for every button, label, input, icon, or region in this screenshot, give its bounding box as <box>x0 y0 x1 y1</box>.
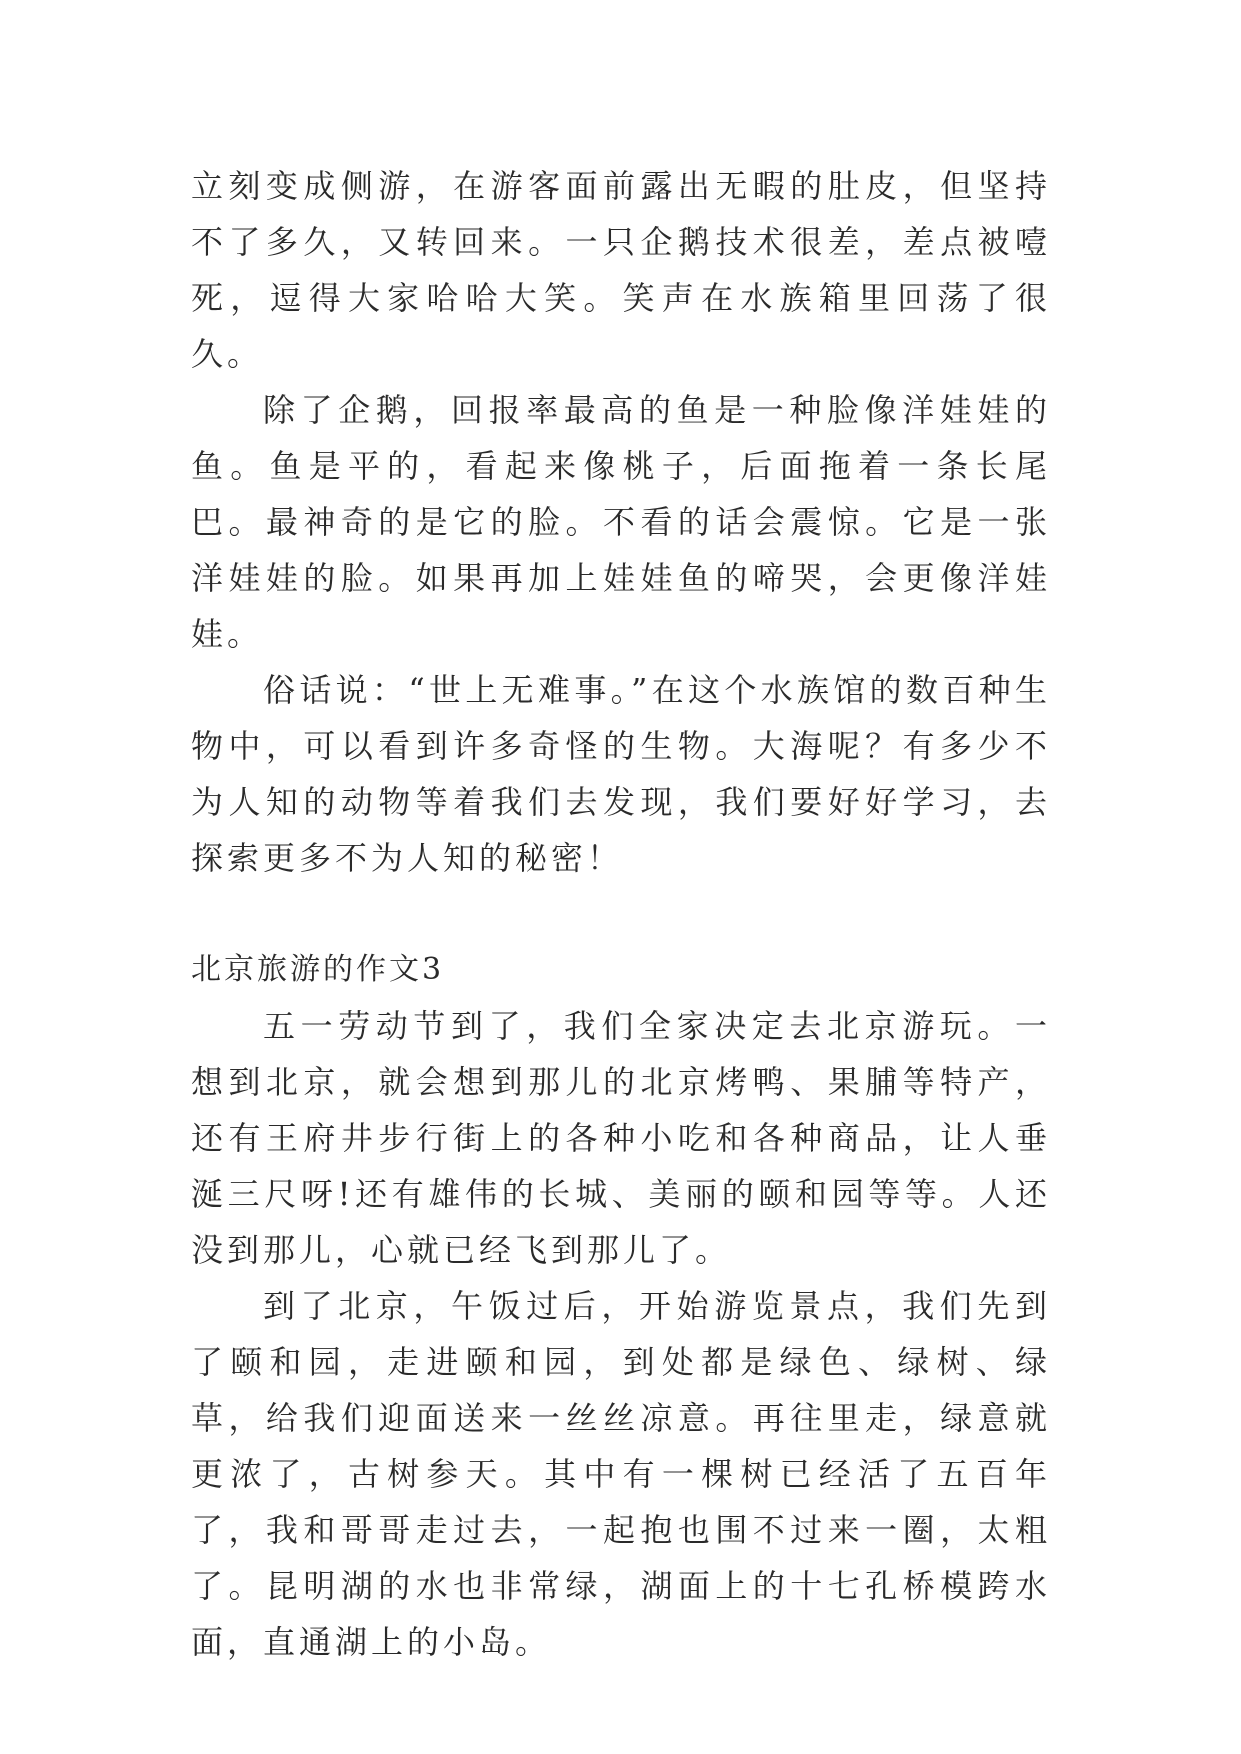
paragraph-may-day: 五一劳动节到了，我们全家决定去北京游玩。一想到北京，就会想到那儿的北京烤鸭、果脯等特产，还有王府井步行街上的各种小吃和各种商品，让人垂涎三尺呀!还有雄伟的长城、美丽的颐和园等等。人还没到那儿，心就已经飞到那儿了。 <box>191 1007 1051 1269</box>
document-body <box>191 158 1051 1670</box>
paragraph-penguin: 立刻变成侧游，在游客面前露出无暇的肚皮，但坚持不了多久，又转回来。一只企鹅技术很差，差点被噎死，逗得大家哈哈大笑。笑声在水族箱里回荡了很久。 <box>191 167 1051 373</box>
paragraph-summer-palace: 到了北京，午饭过后，开始游览景点，我们先到了颐和园，走进颐和园，到处都是绿色、绿树、绿草，给我们迎面送来一丝丝凉意。再往里走，绿意就更浓了，古树参天。其中有一棵树已经活了五百年了，我和哥哥走过去，一起抱也围不过来一圈，太粗了。昆明湖的水也非常绿，湖面上的十七孔桥模跨水面，直通湖上的小岛。 <box>191 1287 1051 1661</box>
paragraph-doll-fish: 除了企鹅，回报率最高的鱼是一种脸像洋娃娃的鱼。鱼是平的，看起来像桃子，后面拖着一条长尾巴。最神奇的是它的脸。不看的话会震惊。它是一张洋娃娃的脸。如果再加上娃娃鱼的啼哭，会更像洋娃娃。 <box>191 391 1051 653</box>
section-spacer <box>191 886 1051 942</box>
essay-title: 北京旅游的作文3 <box>191 952 445 987</box>
paragraph-conclusion: 俗话说：“世上无难事。”在这个水族馆的数百种生物中，可以看到许多奇怪的生物。大海呢？有多少不为人知的动物等着我们去发现，我们要好好学习，去探索更多不为人知的秘密！ <box>191 671 1051 877</box>
